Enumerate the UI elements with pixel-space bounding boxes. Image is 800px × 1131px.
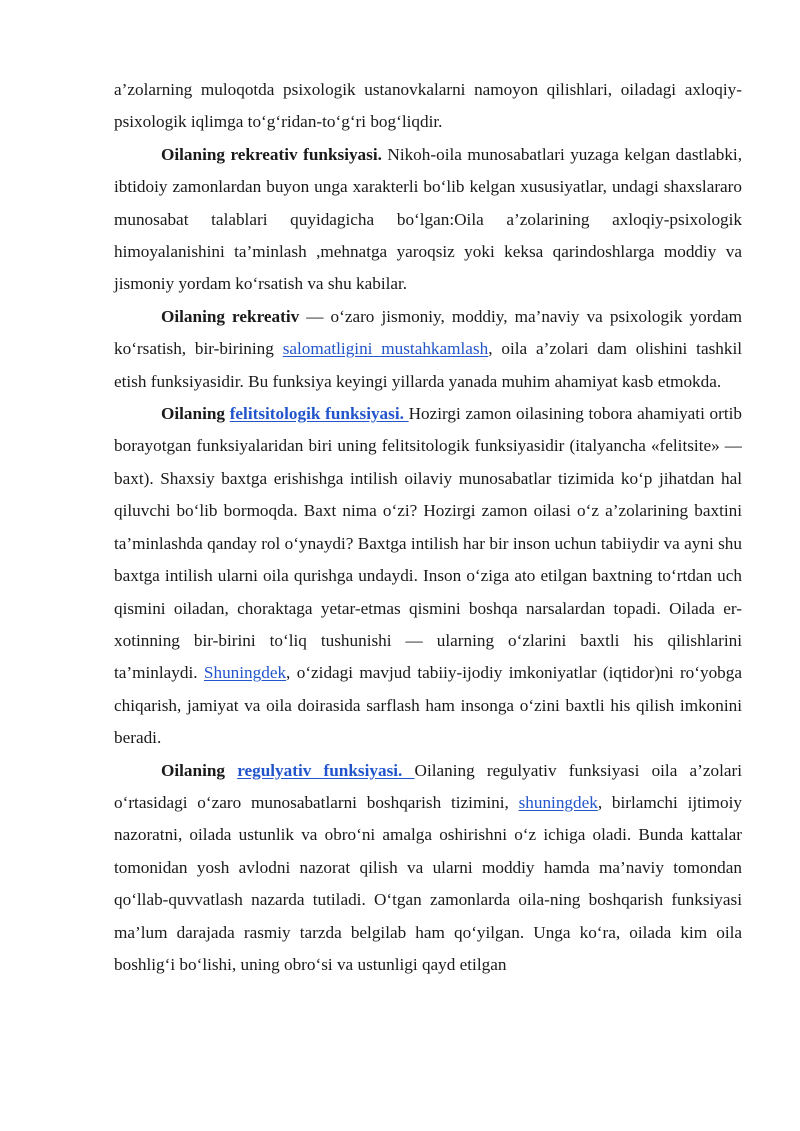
section-heading: Oilaning xyxy=(161,760,225,780)
section-heading: Oilaning rekreativ xyxy=(161,306,300,326)
link-shuningdek-2[interactable]: shuningdek xyxy=(518,792,598,812)
paragraph-intro xyxy=(114,74,742,139)
link-felitsitologik-funksiyasi[interactable]: felitsitologik funksiyasi. xyxy=(229,404,409,424)
paragraph-rekreativ-definition xyxy=(114,301,742,398)
paragraph-text: , birlamchi ijtimoiy nazoratni, oilada ustunlik va obro‘ni amalga oshirishni o‘z ichiga oladi. Bunda kattalar tomonidan yosh avlodni nazorat qilish va ularni moddiy hamda ma’naviy tomondan qo‘llab-quvvatlash nazarda tutiladi. O‘tgan zamonlarda oila-ning boshqarish funksiyasi ma’lum darajada rasmiy tarzda belgilab ham qo‘yilgan. Unga ko‘ra, oilada kim oila boshlig‘i bo‘lishi, uning obro‘si va ustunligi qayd etilgan xyxy=(114,792,743,974)
link-shuningdek[interactable]: Shuningdek xyxy=(203,663,287,683)
paragraph-text: — o‘zaro jismoniy, moddiy, ma’naviy va psixologik yordam ko‘rsatish, bir-birining xyxy=(114,306,742,359)
paragraph-text: , oila a’zolari dam olishini tashkil etish funksiyasidir. Bu funksiya keyingi yillarda yanada muhim ahamiyat kasb etmokda. xyxy=(114,339,742,391)
paragraph-regulyativ-funksiyasi xyxy=(114,755,742,982)
paragraph-rekreativ-funksiyasi xyxy=(114,139,742,301)
section-heading: Oilaning xyxy=(161,404,225,424)
paragraph-text: Oilaning regulyativ funksiyasi oila a’zolari o‘rtasidagi o‘zaro munosabatlarni boshqarish tizimini, xyxy=(114,760,742,812)
link-salomatligini-mustahkamlash[interactable]: salomatligini mustahkamlash xyxy=(282,339,489,359)
heading-space xyxy=(225,761,237,780)
paragraph-text: , o‘zidagi mavjud tabiiy-ijodiy imkoniyatlar (iqtidor)ni ro‘yobga chiqarish, jamiyat va oila doirasida sarflash ham insonga o‘zini baxtli his qilish imkonini beradi. xyxy=(114,663,743,748)
paragraph-text: Hozirgi zamon oilasining tobora ahamiyati ortib borayotgan funksiyalaridan biri uning felitsitologik funksiyasidir (italyancha «felitsite» — baxt). Shaxsiy baxtga erishishga intilish oilaviy munosabatlar tizimida ko‘p jihatdan hal qiluvchi bo‘lib bormoqda. Baxt nima o‘zi? Hozirgi zamon oilasi o‘z a’zolarining baxtini ta’minlashda qanday rol o‘ynaydi? Baxtga intilish har bir inson uchun tabiiydir va ayni shu baxtga intilish ularni oila qurishga undaydi. Inson o‘ziga ato etilgan baxtning to‘rtdan uch qismini oiladan, choraktaga yetar-etmas qismini boshqa narsalardan topadi. Oilada er-xotinning bir-birini to‘liq tushunishi — ularning o‘zlarini baxtli his qilishlarini ta’minlaydi. xyxy=(114,404,743,683)
paragraph-text: a’zolarning muloqotda psixologik ustanovkalarni namoyon qilishlari, oiladagi axloqiy-psixologik iqlimga to‘g‘ridan-to‘g‘ri bog‘liqdir. xyxy=(114,80,742,132)
paragraph-felitsitologik-funksiyasi xyxy=(114,398,742,754)
document-body xyxy=(114,74,742,981)
paragraph-text: Nikoh-oila munosabatlari yuzaga kelgan dastlabki, ibtidoiy zamonlardan buyon unga xarakterli bo‘lib kelgan xususiyatlar, undagi shaxslararo munosabat talablari quyidagicha bo‘lgan:Oila a’zolarining axloqiy-psixologik himoyalanishini ta’minlash ,mehnatga yaroqsiz yoki keksa qarindoshlarga moddiy va jismoniy yordam ko‘rsatish va shu kabilar. xyxy=(114,144,742,294)
link-regulyativ-funksiyasi[interactable]: regulyativ funksiyasi. xyxy=(237,760,415,780)
section-heading: Oilaning rekreativ funksiyasi. xyxy=(161,144,382,164)
